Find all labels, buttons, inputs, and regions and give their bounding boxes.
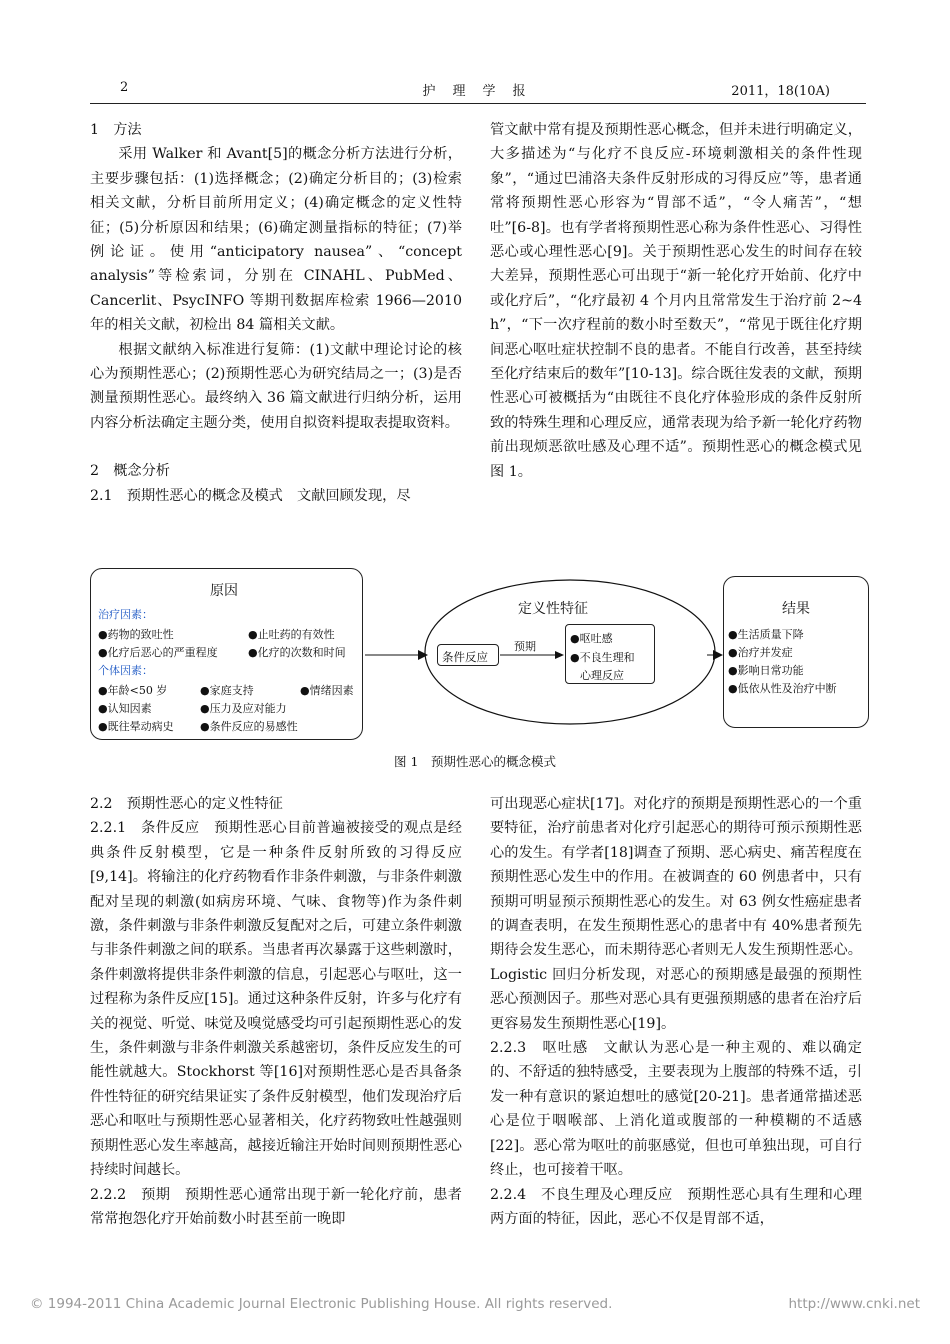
result-item: ●治疗并发症 — [728, 646, 793, 659]
individual-factor-item: ●家庭支持 — [200, 684, 254, 697]
individual-factor-item: ●年龄<50 岁 — [98, 684, 168, 697]
arrowhead-1 — [418, 650, 428, 660]
section-2-2-3: 2.2.3 呕吐感 文献认为恶心是一种主观的、难以确定的、不舒适的独特感受，主要表现为上腹部的特殊不适，引发一种有意识的紧迫想吐的感觉[20-21]。患者通常描述恶心是位于咽喉部、上消化道或腹部的一种模糊的不适感[22]。恶心常为呕吐的前驱感觉，但也可单独出现，可自行终止，也可接着干呕。 — [490, 1040, 862, 1179]
feature-item: ●呕吐感 — [570, 632, 613, 645]
treatment-factor-item: ●化疗的次数和时间 — [248, 646, 346, 659]
section-1-paragraph-1: 采用 Walker 和 Avant[5]的概念分析方法进行分析，主要步骤包括：(1)选择概念；(2)确定分析目的；(3)检索相关文献，分析目前所用定义；(4)确定概念的定义性特征；(5)分析原因和结果；(6)确定测量指标的特征；(7)举例论证。使用“anticipatory nausea”、“concept analysis”等检索词，分别在 CINAHL、PubMed、Cancerlit、PsycINFO 等期刊数据库检索 1966—2010 年的相关文献，初检出 84 篇相关文献。 — [90, 146, 462, 334]
feature-item: 心理反应 — [580, 669, 624, 682]
section-2-1-line: 2.1 预期性恶心的概念及模式 文献回顾发现，尽 — [90, 487, 411, 504]
treatment-factor-item: ●药物的致吐性 — [98, 628, 174, 641]
feature-item: ●不良生理和 — [570, 651, 635, 664]
lower-right-column — [490, 792, 862, 1231]
section-2-2-2: 2.2.2 预期 预期性恶心通常出现于新一轮化疗前，患者常常抱怨化疗开始前数小时甚至前一晚即 — [90, 1186, 462, 1227]
individual-factor-item: ●压力及应对能力 — [200, 702, 287, 715]
concept-model-figure — [90, 558, 870, 748]
result-title: 结果 — [782, 601, 810, 617]
individual-factor-item: ●条件反应的易感性 — [200, 720, 298, 733]
section-2-title: 2 概念分析 — [90, 463, 170, 480]
arrowhead-3 — [713, 650, 723, 660]
copyright-text: © 1994-2011 China Academic Journal Electronic Publishing House. All rights reserved. — [30, 1296, 613, 1312]
figure-caption: 图 1 预期性恶心的概念模式 — [394, 754, 556, 769]
cnki-url: http://www.cnki.net — [788, 1296, 920, 1312]
cause-title: 原因 — [210, 583, 238, 599]
treatment-factor-item: ●止吐药的有效性 — [248, 628, 335, 641]
page-number: 2 — [120, 80, 129, 95]
header-rule — [90, 103, 866, 104]
issue-info: 2011，18(10A) — [731, 84, 830, 99]
individual-factor-item: ●认知因素 — [98, 702, 152, 715]
section-1-paragraph-2: 根据文献纳入标准进行复筛：(1)文献中理论讨论的核心为预期性恶心；(2)预期性恶心为研究结局之一；(3)是否测量预期性恶心。最终纳入 36 篇文献进行归纳分析，运用内容分析法确定主题分类，使用自拟资料提取表提取资料。 — [90, 341, 462, 431]
lower-right-paragraph-1: 可出现恶心症状[17]。对化疗的预期是预期性恶心的一个重要特征，治疗前患者对化疗引起恶心的期待可预示预期性恶心的发生。有学者[18]调查了预期、恶心病史、痛苦程度在预期性恶心发生中的作用。在被调查的 60 例患者中，只有预期可明显预示预期性恶心的发生。对 63 例女性癌症患者的调查表明，在发生预期性恶心的患者中有 40%患者预先期待会发生恶心，而未期待恶心者则无人发生预期性恶心。Logistic 回归分析发现，对恶心的预期感是最强的预期性恶心预测因子。那些对恶心具有更强预期感的患者在治疗后更容易发生预期性恶心[19]。 — [490, 796, 862, 1032]
section-1-title: 1 方法 — [90, 122, 142, 138]
treatment-factor-item: ●化疗后恶心的严重程度 — [98, 646, 218, 659]
section-2-2-title: 2.2 预期性恶心的定义性特征 — [90, 796, 283, 812]
footer — [30, 1296, 920, 1312]
individual-factors-label: 个体因素： — [98, 664, 153, 677]
section-2-2-1: 2.2.1 条件反应 预期性恶心目前普遍被接受的观点是经典条件反射模型，它是一种条件反射所致的习得反应[9,14]。将输注的化疗药物看作非条件刺激，与非条件刺激配对呈现的刺激(如病房环境、气味、食物等)作为条件刺激，条件刺激与非条件刺激反复配对之后，可建立条件刺激与非条件刺激之间的联系。当患者再次暴露于这些刺激时，条件刺激将提供非条件刺激的信息，引起恶心与呕吐，这一过程称为条件反应[15]。通过这种条件反射，许多与化疗有关的视觉、听觉、味觉及嗅觉感受均可引起预期性恶心的发生，条件刺激与非条件刺激关系越密切，条件反应发生的可能性就越大。Stockhorst 等[16]对预期性恶心是否具备条件性特征的研究结果证实了条件反射模型，他们发现治疗后恶心和呕吐与预期性恶心显著相关，化疗药物致吐性越强则预期性恶心发生率越高，越接近输注开始时间则预期性恶心持续时间越长。 — [90, 820, 462, 1179]
result-item: ●影响日常功能 — [728, 664, 804, 677]
lower-left-column — [90, 792, 462, 1231]
individual-factor-item: ●既往晕动病史 — [98, 720, 174, 733]
expectation-label: 预期 — [514, 640, 536, 653]
conditioned-response-label: 条件反应 — [442, 650, 488, 664]
individual-factor-item: ●情绪因素 — [300, 684, 354, 697]
journal-title: 护 理 学 报 — [422, 84, 528, 99]
result-item: ●低依从性及治疗中断 — [728, 682, 837, 695]
section-2-2-4: 2.2.4 不良生理及心理反应 预期性恶心具有生理和心理两方面的特征，因此，恶心不仅是胃部不适， — [490, 1186, 862, 1227]
arrowhead-2 — [555, 651, 564, 659]
result-item: ●生活质量下降 — [728, 628, 804, 641]
definition-title: 定义性特征 — [518, 601, 588, 617]
upper-left-column — [90, 118, 462, 508]
upper-right-column — [490, 118, 862, 484]
right-paragraph-1: 管文献中常有提及预期性恶心概念，但并未进行明确定义，大多描述为“与化疗不良反应-环境刺激相关的条件性现象”，“通过巴浦洛夫条件反射形成的习得反应”等，患者通常将预期性恶心形容为“胃部不适”，“令人痛苦”，“想吐”[6-8]。也有学者将预期性恶心称为条件性恶心、习得性恶心或心理性恶心[9]。关于预期性恶心发生的时间存在较大差异，预期性恶心可出现于“新一轮化疗开始前、化疗中或化疗后”，“化疗最初 4 个月内且常常发生于治疗前 2~4 h”，“下一次疗程前的数小时至数天”，“常见于既往化疗期间恶心呕吐症状控制不良的患者。不能自行改善，甚至持续至化疗结束后的数年”[10-13]。综合既往发表的文献，预期性恶心可被概括为“由既往不良化疗体验形成的条件反射所致的特殊生理和心理反应，通常表现为给予新一轮化疗药物前出现烦恶欲吐感及心理不适”。预期性恶心的概念模式见图 1。 — [490, 122, 862, 480]
treatment-factors-label: 治疗因素： — [98, 608, 153, 621]
